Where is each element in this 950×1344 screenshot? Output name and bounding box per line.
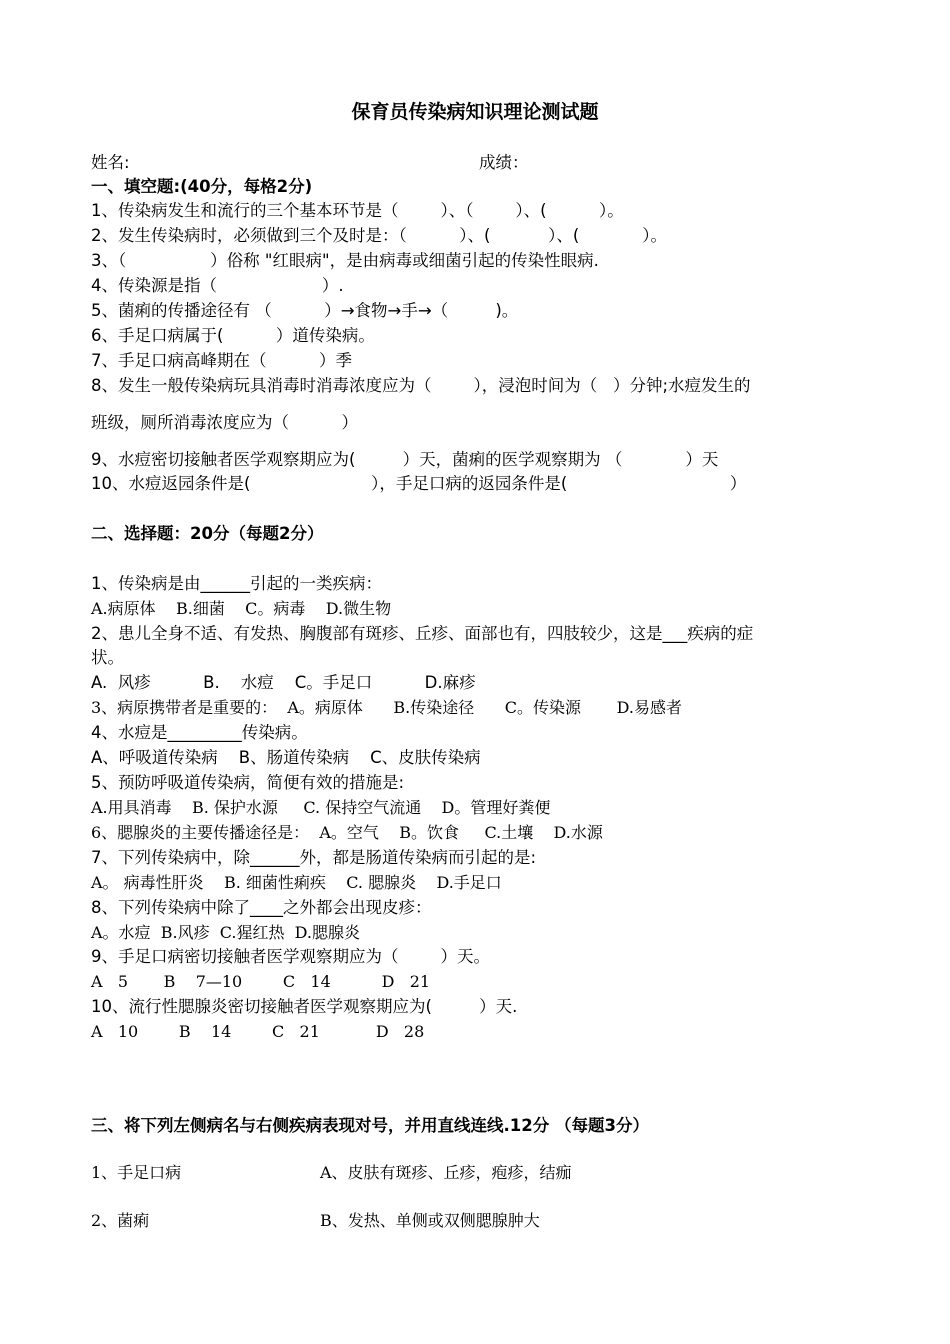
choice-line: A、呼吸道传染病 B、肠道传染病 C、皮肤传染病 xyxy=(91,748,481,767)
choice-line: A.病原体 B.细菌 C。病毒 D.微生物 xyxy=(91,599,392,618)
choice-line: 5、预防呼吸道传染病，简便有效的措施是: xyxy=(91,773,405,792)
fill-question-7: 7、手足口病高峰期在（ ）季 xyxy=(91,351,352,370)
fill-question-8-line1: 8、发生一般传染病玩具消毒时消毒浓度应为（ ），浸泡时间为（ ）分钟;水痘发生的 xyxy=(91,376,751,395)
choice-line: 状。 xyxy=(91,648,124,667)
choice-line: 10、流行性腮腺炎密切接触者医学观察期应为( ）天. xyxy=(91,997,518,1016)
score-label: 成绩： xyxy=(479,153,529,172)
match-left-item: 2、菌痢 xyxy=(91,1211,150,1230)
choice-line: 1、传染病是由______引起的一类疾病： xyxy=(91,574,382,593)
match-left-item: 1、手足口病 xyxy=(91,1163,182,1182)
section3-heading: 三、将下列左侧病名与右侧疾病表现对号，并用直线连线.12分 （每题3分） xyxy=(91,1116,649,1135)
fill-question-4: 4、传染源是指（ ）. xyxy=(91,276,344,295)
choice-line: A 10 B 14 C 21 D 28 xyxy=(91,1022,425,1041)
name-label: 姓名: xyxy=(91,153,130,172)
choice-line: A. 风疹 B. 水痘 C。手足口 D.麻疹 xyxy=(91,673,476,692)
document-title: 保育员传染病知识理论测试题 xyxy=(351,101,599,123)
choice-line: A 5 B 7—10 C 14 D 21 xyxy=(91,972,431,991)
choice-line: A。水痘 B.风疹 C.猩红热 D.腮腺炎 xyxy=(91,923,361,942)
choice-line: 7、下列传染病中，除______外，都是肠道传染病而引起的是: xyxy=(91,848,537,867)
fill-question-5: 5、菌痢的传播途径有 （ ）→食物→手→（ )。 xyxy=(91,301,519,320)
choice-line: 3、病原携带者是重要的： A。病原体 B.传染途径 C。传染源 D.易感者 xyxy=(91,698,682,717)
fill-question-8-line2: 班级，厕所消毒浓度应为（ ） xyxy=(91,413,358,432)
choice-line: A.用具消毒 B. 保护水源 C. 保持空气流通 D。管理好粪便 xyxy=(91,798,551,817)
match-right-item: A、皮肤有斑疹、丘疹，疱疹，结痂 xyxy=(320,1163,572,1182)
fill-question-3: 3、（ ）俗称 "红眼病"，是由病毒或细菌引起的传染性眼病. xyxy=(91,251,599,270)
fill-question-9: 9、水痘密切接触者医学观察期应为( ）天，菌痢的医学观察期为 （ ）天 xyxy=(91,450,719,469)
fill-question-6: 6、手足口病属于( ）道传染病。 xyxy=(91,326,375,345)
choice-line: 4、水痘是_________传染病。 xyxy=(91,723,308,742)
fill-question-10: 10、水痘返园条件是( ），手足口病的返园条件是( ） xyxy=(91,474,747,493)
choice-line: 6、腮腺炎的主要传播途径是： A。空气 B。饮食 C.土壤 D.水源 xyxy=(91,823,603,842)
fill-question-1: 1、传染病发生和流行的三个基本环节是（ ）、（ ）、( ）。 xyxy=(91,201,624,220)
section1-heading: 一、填空题:(40分，每格2分) xyxy=(91,177,313,196)
choice-line: 8、下列传染病中除了____之外都会出现皮疹： xyxy=(91,898,432,917)
choice-line: 9、手足口病密切接触者医学观察期应为（ ）天。 xyxy=(91,947,490,966)
section2-heading: 二、选择题：20分（每题2分） xyxy=(91,524,324,543)
match-right-item: B、发热、单侧或双侧腮腺肿大 xyxy=(320,1211,540,1230)
choice-line: A。 病毒性肝炎 B. 细菌性痢疾 C. 腮腺炎 D.手足口 xyxy=(91,873,502,892)
fill-question-2: 2、发生传染病时，必须做到三个及时是：（ ）、( ）、( ）。 xyxy=(91,226,667,245)
choice-line: 2、患儿全身不适、有发热、胸腹部有斑疹、丘疹、面部也有，四肢较少，这是___疾病的症 xyxy=(91,624,754,643)
